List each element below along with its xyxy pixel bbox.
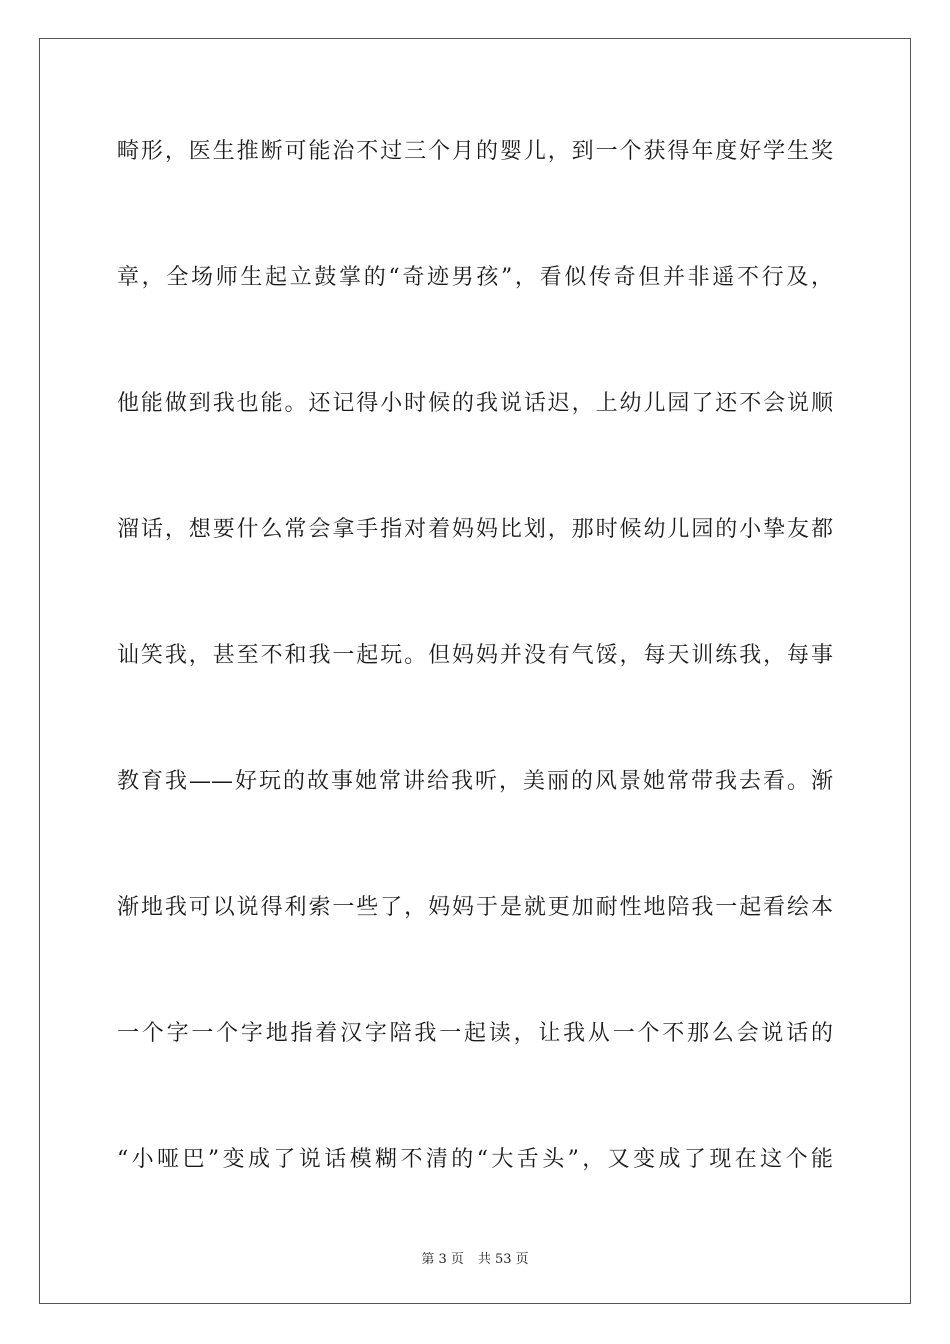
text-line: 教育我——好玩的故事她常讲给我听，美丽的风景她常带我去看。渐	[117, 769, 833, 794]
page-total: 共 53 页	[477, 1252, 529, 1267]
text-line: 畸形，医生推断可能治不过三个月的婴儿，到一个获得年度好学生奖	[117, 139, 833, 164]
text-line: 讪笑我，甚至不和我一起玩。但妈妈并没有气馁，每天训练我，每事	[117, 643, 833, 668]
text-line: 一个字一个字地指着汉字陪我一起读，让我从一个不那么会说话的	[117, 1021, 833, 1046]
page-number: 第 3 页	[421, 1252, 464, 1267]
document-body	[117, 128, 833, 1262]
text-line: “小哑巴”变成了说话模糊不清的“大舌头”，又变成了现在这个能	[117, 1147, 833, 1172]
text-line: 溜话，想要什么常会拿手指对着妈妈比划，那时候幼儿园的小挚友都	[117, 517, 833, 542]
page-footer	[0, 1248, 950, 1267]
text-line: 章，全场师生起立鼓掌的“奇迹男孩”，看似传奇但并非遥不行及，	[117, 265, 833, 290]
text-line: 他能做到我也能。还记得小时候的我说话迟，上幼儿园了还不会说顺	[117, 391, 833, 416]
text-line: 渐地我可以说得利索一些了，妈妈于是就更加耐性地陪我一起看绘本	[117, 895, 833, 920]
